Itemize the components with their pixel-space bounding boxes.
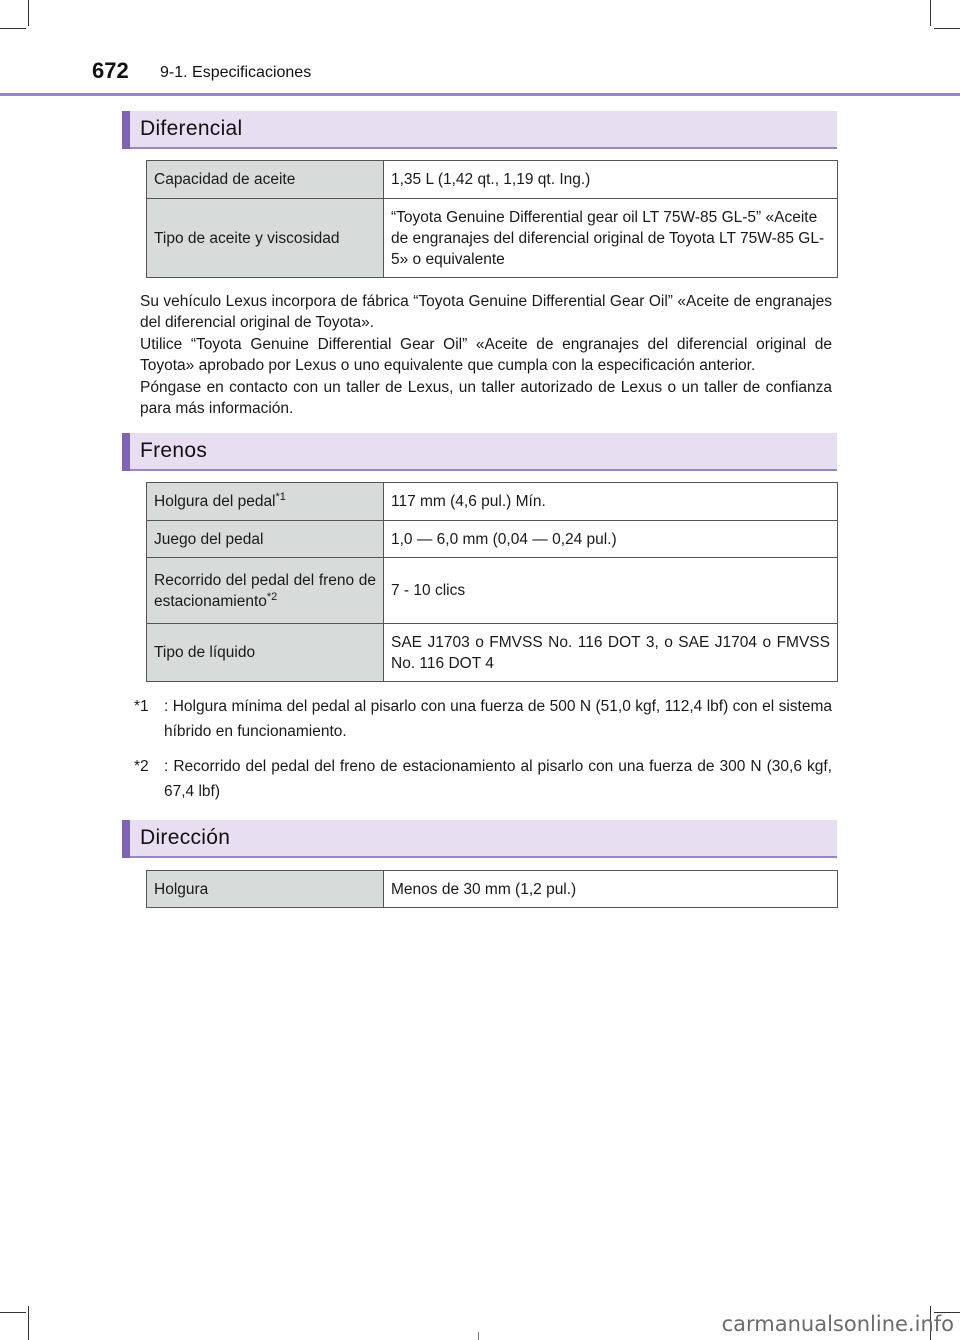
spec-key: Capacidad de aceite: [147, 161, 384, 199]
spec-key: Tipo de aceite y viscosidad: [147, 199, 384, 278]
table-row: [147, 199, 838, 278]
spec-value: Menos de 30 mm (1,2 pul.): [384, 871, 838, 908]
header-rule: [0, 93, 960, 96]
spec-key: [147, 521, 384, 558]
footnote: [134, 694, 832, 744]
section-heading-frenos: [122, 433, 837, 471]
watermark: carmanualsonline.info: [721, 1312, 954, 1336]
spec-value: 7 - 10 clics: [384, 558, 838, 624]
crop-mark: [0, 1312, 26, 1313]
spec-key-label: Tipo de líquido: [154, 644, 256, 661]
spec-key: [147, 558, 384, 624]
spec-value: “Toyota Genuine Differential gear oil LT 75W-85 GL-5” «Aceite de engranajes del diferencial original de Toyota LT 75W-85 GL-5» o equivalente: [384, 199, 838, 278]
spec-key-label: Recorrido del pedal del freno de estacionamiento: [154, 571, 376, 610]
footer-tick: [478, 1332, 479, 1340]
section-title: Frenos: [140, 439, 208, 462]
footnote-ref: *1: [275, 490, 286, 503]
direccion-spec-table: [146, 870, 838, 908]
frenos-spec-table: [146, 482, 838, 682]
spec-value: 117 mm (4,6 pul.) Mín.: [384, 483, 838, 521]
page-header: [0, 0, 960, 96]
table-row: [147, 871, 838, 908]
heading-accent-bar: [122, 111, 130, 149]
note-line: Utilice “Toyota Genuine Differential Gear Oil” «Aceite de engranajes del diferencial original de Toyota» aprobado por Lexus o uno equivalente que cumpla con la especificación anterior.: [140, 335, 832, 375]
table-row: [147, 483, 838, 521]
footnote-ref: *2: [266, 590, 278, 603]
diferencial-note: [140, 291, 832, 419]
footnote-mark: *1: [134, 698, 149, 715]
spec-value: 1,0 — 6,0 mm (0,04 — 0,24 pul.): [384, 521, 838, 558]
footnote: [134, 754, 832, 804]
table-row: [147, 624, 838, 682]
section-reference: 9-1. Especificaciones: [160, 64, 312, 81]
diferencial-spec-table: [146, 160, 838, 278]
spec-key-label: Holgura del pedal: [154, 493, 276, 510]
table-row: [147, 558, 838, 624]
spec-value: 1,35 L (1,42 qt., 1,19 qt. Ing.): [384, 161, 838, 199]
footnote-text: : Recorrido del pedal del freno de estacionamiento al pisarlo con una fuerza de 300 N (30,6 kgf, 67,4 lbf): [164, 758, 832, 800]
section-title: Dirección: [140, 826, 231, 849]
heading-accent-bar: [122, 433, 130, 471]
table-row: [147, 161, 838, 199]
footnote-text: : Holgura mínima del pedal al pisarlo con una fuerza de 500 N (51,0 kgf, 112,4 lbf) con el sistema híbrido en funcionamiento.: [164, 698, 832, 740]
section-heading-diferencial: [122, 111, 837, 149]
spec-key: [147, 624, 384, 682]
section-title: Diferencial: [140, 117, 243, 140]
spec-key: [147, 483, 384, 521]
section-heading-direccion: [122, 820, 837, 858]
spec-key-label: Juego del pedal: [154, 530, 264, 548]
footnote-mark: *2: [134, 758, 149, 775]
note-line: Su vehículo Lexus incorpora de fábrica “Toyota Genuine Differential Gear Oil” «Aceite de engranajes del diferencial original de Toyota».: [140, 293, 832, 332]
page-number: 672: [92, 58, 129, 83]
spec-value: SAE J1703 o FMVSS No. 116 DOT 3, o SAE J1704 o FMVSS No. 116 DOT 4: [384, 624, 838, 682]
heading-accent-bar: [122, 820, 130, 858]
crop-mark: [28, 1306, 29, 1340]
spec-key: Holgura: [147, 871, 384, 908]
note-line: Póngase en contacto con un taller de Lexus, un taller autorizado de Lexus o un taller de confianza para más información.: [140, 378, 832, 418]
table-row: [147, 521, 838, 558]
